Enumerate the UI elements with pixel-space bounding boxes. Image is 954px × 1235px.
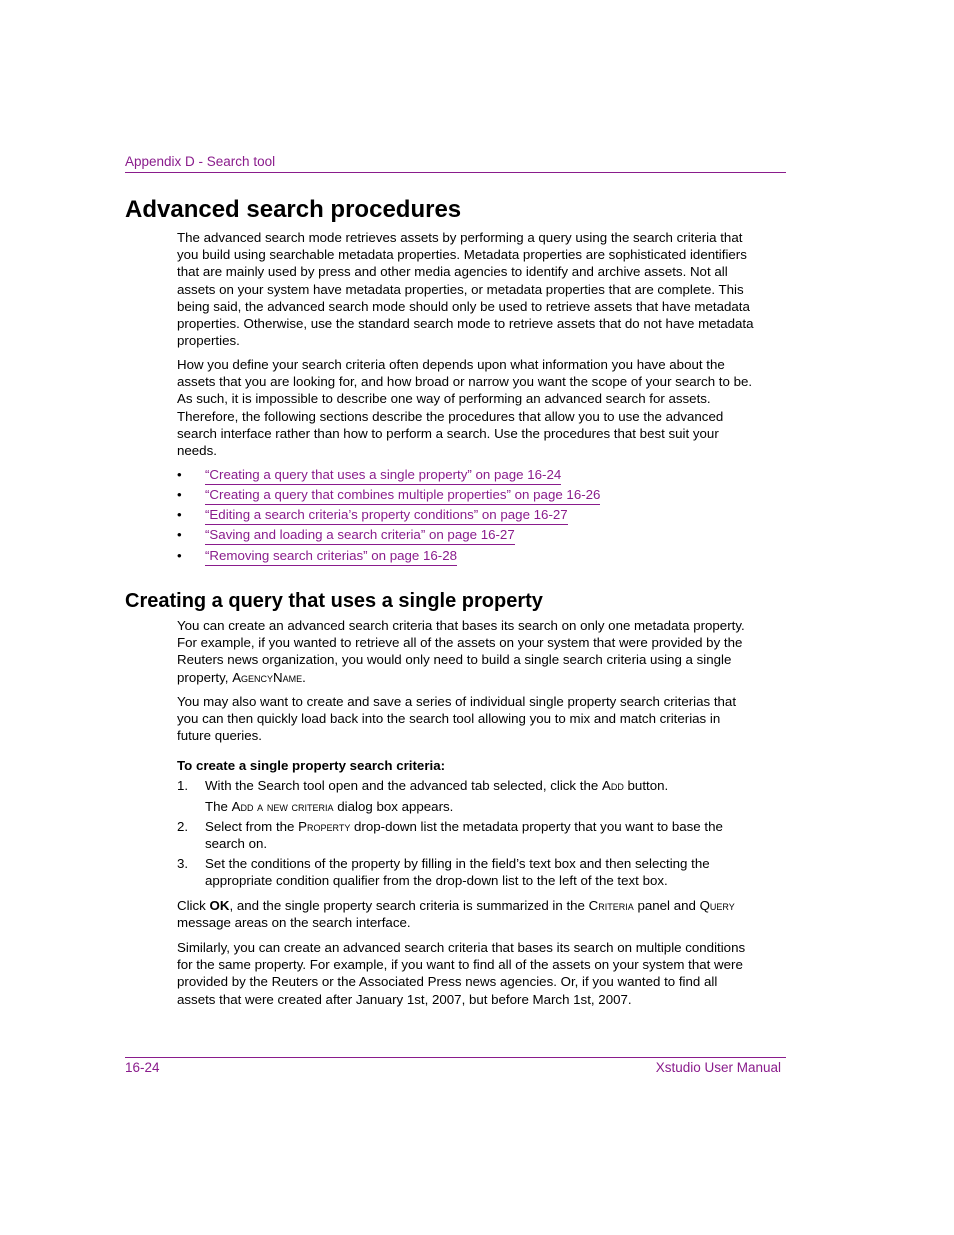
- step-result-text: [205, 798, 745, 815]
- body-paragraph-1: [177, 617, 757, 686]
- step-number: 2.: [177, 819, 189, 834]
- step-number: 3.: [177, 856, 189, 871]
- step-text-part: drop-down list the metadata property that you want to base the search on.: [205, 819, 723, 852]
- section-title: Advanced search procedures: [125, 196, 462, 223]
- header-rule: [125, 172, 786, 173]
- paragraph-text: , and the single property search criteria is summarized in the: [229, 898, 589, 913]
- paragraph-text: .: [302, 669, 306, 685]
- step-text-part: button.: [623, 778, 669, 793]
- procedure-heading: To create a single property search criteria:: [177, 758, 446, 773]
- ui-term: Query: [699, 898, 735, 913]
- step-text: [205, 777, 745, 794]
- paragraph-text: You can create an advanced search criteria that bases its search on only one metadata property. For example, if you wanted to retrieve all of the assets on your system that were provided by the Reuters news organization, you would only need to build a single search criteria using a single property,: [177, 618, 745, 685]
- manual-title: Xstudio User Manual: [655, 1060, 781, 1075]
- cross-reference-link[interactable]: “Creating a query that combines multiple properties” on page 16-26: [205, 486, 600, 505]
- ui-term: Property: [298, 819, 351, 834]
- subsection-title: Creating a query that uses a single property: [125, 590, 543, 612]
- step-text-part: Select from the: [205, 819, 299, 834]
- step-text-part: The: [205, 799, 232, 814]
- bullet-marker: •: [177, 548, 182, 563]
- page-number: 16-24: [125, 1060, 160, 1075]
- bullet-marker: •: [177, 527, 182, 542]
- ui-term: Criteria: [588, 898, 634, 913]
- cross-reference-link[interactable]: “Creating a query that uses a single property” on page 16-24: [205, 466, 561, 485]
- intro-paragraph-2: How you define your search criteria often depends upon what information you have about the assets that you are looking for, and how broad or narrow you want the scope of your search to be. As such, it is impossible to describe one way of performing an advanced search for assets. Therefore, the following sections describe the procedures that allow you to use the advanced search interface rather than how to perform a search. Use the procedures that best suit your needs.: [177, 357, 753, 459]
- ui-term: AgencyName: [232, 669, 303, 685]
- ui-term: Add a new criteria: [231, 799, 334, 814]
- bullet-marker: •: [177, 487, 182, 502]
- step-text: [205, 818, 745, 852]
- ui-term: OK: [209, 898, 230, 913]
- paragraph-text: message areas on the search interface.: [177, 915, 411, 931]
- step-text: Set the conditions of the property by filling in the field’s text box and then selecting the appropriate condition qualifier from the drop-down list to the left of the text box.: [205, 856, 710, 889]
- step-number: 1.: [177, 778, 189, 793]
- cross-reference-link[interactable]: “Saving and loading a search criteria” on page 16-27: [205, 526, 515, 545]
- step-text-part: With the Search tool open and the advanced tab selected, click the: [205, 778, 602, 793]
- intro-paragraph-1: The advanced search mode retrieves assets by performing a query using the search criteria that you build using searchable metadata properties. Metadata properties are sophisticated identifiers that are mainly used by press and other media agencies to identify and archive assets. Not all assets on your system have metadata properties, or metadata properties that are complete. This being said, the advanced search mode should only be used to retrieve assets that have metadata properties. Otherwise, use the standard search mode to retrieve assets that do not have metadata properties.: [177, 230, 754, 349]
- body-paragraph-2: You may also want to create and save a series of individual single property search criterias that you can then quickly load back into the search tool allowing you to mix and match criterias in future queries.: [177, 694, 737, 744]
- bullet-marker: •: [177, 507, 182, 522]
- ui-term: Add: [601, 778, 624, 793]
- paragraph-text: Click: [177, 898, 210, 913]
- running-header: Appendix D - Search tool: [125, 154, 276, 169]
- body-paragraph-3: [177, 897, 757, 931]
- step-text-part: dialog box appears.: [333, 799, 454, 814]
- cross-reference-link[interactable]: “Editing a search criteria’s property conditions” on page 16-27: [205, 506, 568, 525]
- body-paragraph-4: Similarly, you can create an advanced search criteria that bases its search on multiple conditions for the same property. For example, if you want to find all of the assets on your system that were provided by the Reuters or the Associated Press news agencies. Or, if you wanted to find all assets that were created after January 1st, 2007, but before March 1st, 2007.: [177, 940, 746, 1007]
- footer-rule: [125, 1057, 786, 1058]
- paragraph-text: panel and: [633, 898, 700, 913]
- cross-reference-link[interactable]: “Removing search criterias” on page 16-28: [205, 547, 457, 566]
- bullet-marker: •: [177, 467, 182, 482]
